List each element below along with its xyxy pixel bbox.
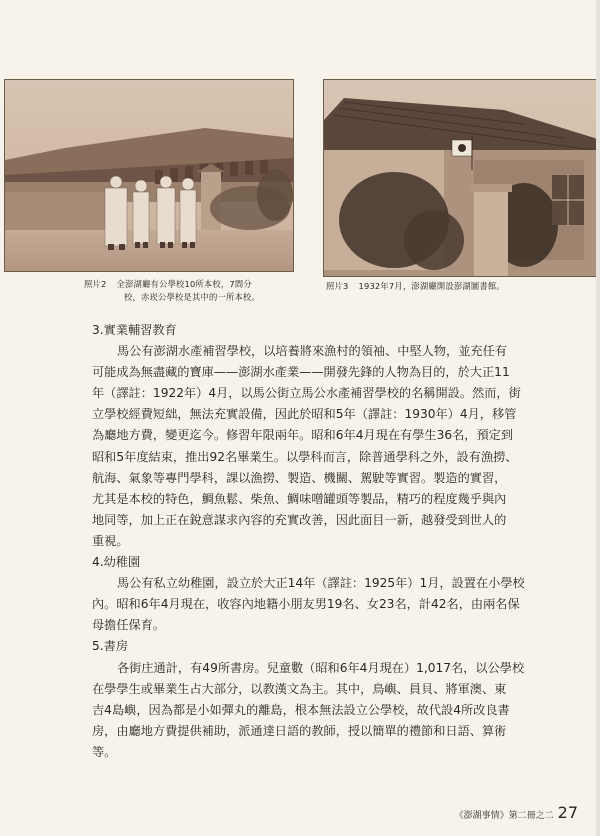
page-number: 27 bbox=[557, 803, 578, 822]
photo-caption-2 bbox=[84, 278, 296, 304]
text-line: 年（譯註：1922年）4月，以馬公街立馬公水產補習學校的名稱開設。然而，街 bbox=[92, 386, 521, 401]
text-line: 航海、氣象等專門學科，課以漁撈、製造、機關、駕駛等實習。製造的實習， bbox=[92, 470, 507, 485]
caption-number: 照片3 bbox=[326, 281, 349, 291]
photo-library-building bbox=[323, 79, 600, 277]
caption-number: 照片2 bbox=[84, 279, 107, 289]
text-line: 4.幼稚園 bbox=[92, 555, 141, 570]
text-line: 馬公有澎湖水產補習學校，以培養將來漁村的領袖、中堅人物，並充任有 bbox=[117, 344, 507, 359]
text-line: 為廳地方費，變更迄今。修習年限兩年。昭和6年4月現在有學生36名，預定到 bbox=[92, 428, 514, 443]
caption-text: 1932年7月，澎湖廳開設澎湖圖書館。 bbox=[358, 281, 505, 291]
photo-school-building bbox=[4, 79, 294, 272]
text-line: 昭和5年度結束，推出92名畢業生。以學科而言，除普通學科之外，設有漁撈、 bbox=[92, 449, 518, 464]
photo-caption-3 bbox=[326, 280, 598, 293]
text-line: 吉4島嶼，因為都是小如彈丸的離島，根本無法設立公學校，故代設4所改良書 bbox=[92, 702, 510, 717]
text-line: 重視。 bbox=[92, 533, 129, 548]
text-line: 在學學生或畢業生占大部分，以教漢文為主。其中，鳥嶼、員貝、將軍澳、東 bbox=[92, 681, 507, 696]
caption-text: 全澎湖廳有公學校10所本校，7間分 bbox=[116, 279, 252, 289]
text-line: 3.實業輔習教育 bbox=[92, 323, 177, 337]
text-line: 5.書房 bbox=[92, 639, 129, 654]
text-line: 立學校經費短絀，無法充實設備，因此於昭和5年（譯註：1930年）4月，移管 bbox=[92, 407, 517, 422]
text-line: 內。昭和6年4月現在，收容內地籍小朋友男19名、女23名，計42名，由兩名保 bbox=[92, 597, 520, 612]
caption-text: 校，赤崁公學校是其中的一所本校。 bbox=[124, 292, 260, 302]
text-line: 可能成為無盡藏的寶庫——澎湖水產業——開發先鋒的人物為目的，於大正11 bbox=[92, 365, 510, 380]
text-line: 等。 bbox=[92, 744, 117, 759]
page-edge bbox=[596, 0, 600, 836]
text-line: 馬公有私立幼稚園，設立於大正14年（譯註：1925年）1月，設置在小學校 bbox=[117, 576, 525, 591]
text-line: 房，由廳地方費提供補助，派通達日語的教師，授以簡單的禮節和日語、算術 bbox=[92, 723, 507, 738]
text-line: 地同等，加上正在銳意謀求內容的充實改善，因此面目一新，越發受到世人的 bbox=[92, 512, 507, 527]
text-line: 母擔任保育。 bbox=[92, 618, 166, 633]
body-text bbox=[92, 320, 552, 763]
page-footer bbox=[455, 803, 578, 822]
book-title: 《澎湖事情》第二冊之二 bbox=[454, 811, 554, 821]
text-line: 各街庄通計，有49所書房。兒童數（昭和6年4月現在）1,017名，以公學校 bbox=[117, 660, 525, 675]
text-line: 尤其是本校的特色，鯛魚鬆、柴魚、鯛味噌罐頭等製品，精巧的程度幾乎與內 bbox=[92, 491, 507, 506]
